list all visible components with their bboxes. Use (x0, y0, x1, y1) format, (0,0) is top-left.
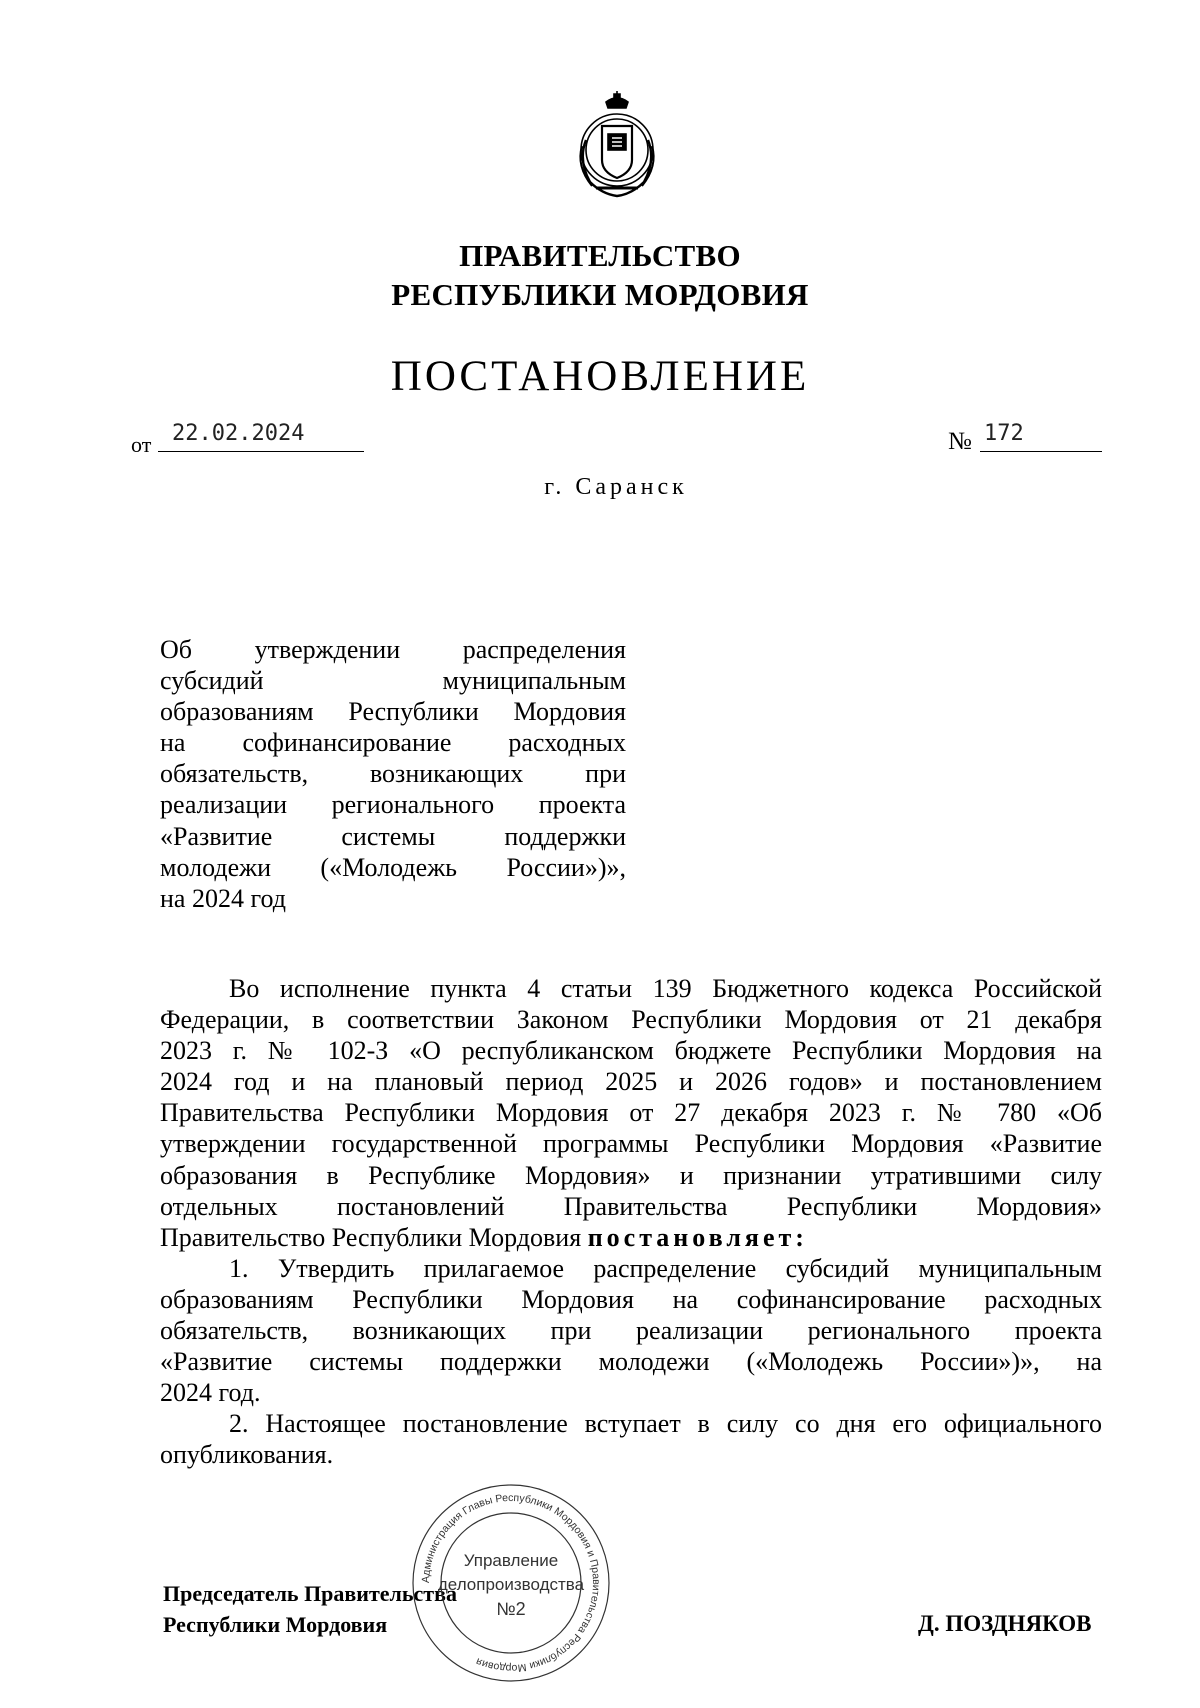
body-line: 2024 год и на плановый период 2025 и 2026 годов» и постановлением (160, 1067, 1102, 1097)
subject-line: реализации регионального проекта (160, 790, 626, 820)
body-line: Правительства Республики Мордовия от 27 декабря 2023 г. № 780 «Об (160, 1098, 1102, 1128)
body-line: Федерации, в соответствии Законом Республики Мордовия от 21 декабря (160, 1005, 1102, 1035)
resolves-prefix: Правительство Республики Мордовия (160, 1222, 582, 1252)
body-line: утверждении государственной программы Республики Мордовия «Развитие (160, 1129, 1102, 1159)
body-line: 2023 г. № 102-З «О республиканском бюджете Республики Мордовия на (160, 1036, 1102, 1066)
document-type: ПОСТАНОВЛЕНИЕ (390, 353, 810, 400)
item1-line: 1. Утвердить прилагаемое распределение субсидий муниципальным (229, 1253, 1102, 1283)
office-stamp (408, 1482, 614, 1684)
signer-title-line1: Председатель Правительства (163, 1581, 457, 1606)
stamp-line3: №2 (496, 1599, 526, 1619)
item1-line: образованиям Республики Мордовия на софинансирование расходных (160, 1284, 1102, 1314)
stamp-ring-text: Администрация Главы Республики Мордовия и Правительства Республики Мордовия (419, 1491, 603, 1675)
subject-line: образованиям Республики Мордовия (160, 697, 626, 727)
stamp-line2: делопроизводства (437, 1575, 585, 1594)
org-name-line2: РЕСПУБЛИКИ МОРДОВИЯ (391, 277, 809, 312)
number-underline (980, 451, 1102, 452)
item1-line: 2024 год. (160, 1378, 261, 1408)
subject-line: молодежи («Молодежь России»)», (160, 852, 626, 882)
resolution-line (160, 1222, 1102, 1253)
subject-line: обязательств, возникающих при (160, 759, 626, 789)
stamp-line1: Управление (463, 1551, 559, 1570)
org-name-line1: ПРАВИТЕЛЬСТВО (459, 238, 741, 273)
body-line: образования в Республике Мордовия» и признании утратившими силу (160, 1160, 1102, 1190)
document-date: 22.02.2024 (172, 421, 305, 446)
subject-line: «Развитие системы поддержки (160, 821, 626, 851)
item2-line: 2. Настоящее постановление вступает в силу со дня его официального (229, 1409, 1102, 1439)
body-line: Во исполнение пункта 4 статьи 139 Бюджетного кодекса Российской (229, 974, 1102, 1003)
item2-line: опубликования. (160, 1440, 334, 1470)
city: г. Саранск (544, 474, 688, 500)
body-line: отдельных постановлений Правительства Республики Мордовия» (160, 1191, 1102, 1221)
item1-line: обязательств, возникающих при реализации регионального проекта (160, 1316, 1102, 1346)
document-number: 172 (984, 421, 1024, 446)
signer-name: Д. ПОЗДНЯКОВ (918, 1611, 1092, 1636)
date-prefix: от (131, 432, 152, 457)
item1-line: «Развитие системы поддержки молодежи («Молодежь России»)», на (160, 1347, 1102, 1377)
number-prefix: № (948, 428, 972, 455)
date-underline (158, 451, 364, 452)
subject-line: на 2024 год (160, 883, 286, 913)
resolves-word: постановляет: (587, 1222, 808, 1252)
subject-line: Об утверждении распределения (160, 635, 626, 664)
subject-line: субсидий муниципальным (160, 666, 626, 696)
coat-of-arms-icon (568, 90, 666, 202)
subject-line: на софинансирование расходных (160, 728, 626, 758)
document-subject (160, 634, 626, 914)
document-body (160, 973, 1102, 1471)
signer-title-line2: Республики Мордовия (163, 1612, 388, 1637)
